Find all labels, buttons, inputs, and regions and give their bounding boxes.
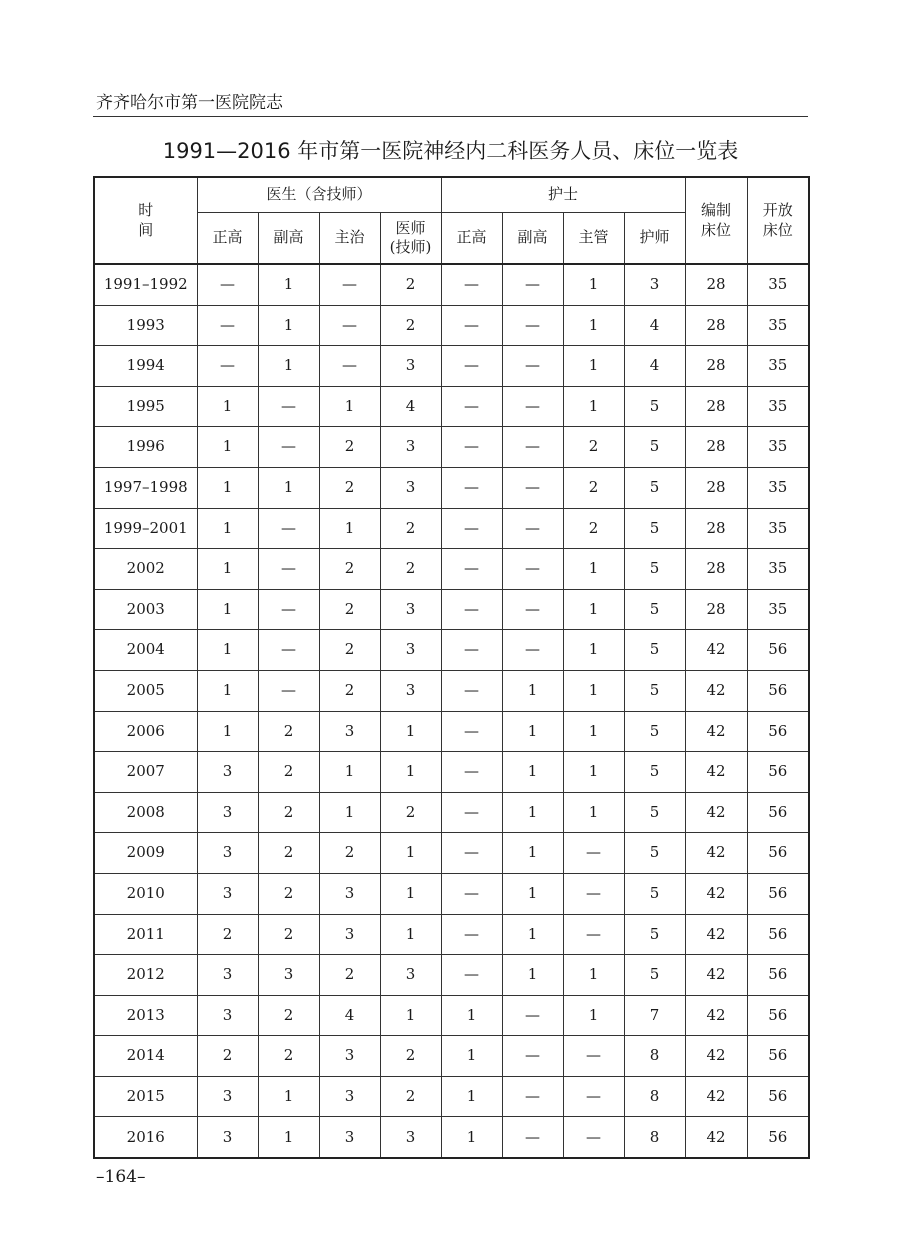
table-cell: 1 xyxy=(502,914,563,955)
table-cell: 1 xyxy=(258,1076,319,1117)
table-cell: 3 xyxy=(380,1117,441,1158)
table-row xyxy=(94,873,809,914)
table-cell: — xyxy=(197,346,258,387)
table-cell: 1 xyxy=(563,752,624,793)
table-cell: 2 xyxy=(380,792,441,833)
table-cell: 3 xyxy=(380,630,441,671)
table-row xyxy=(94,1076,809,1117)
table-cell: 5 xyxy=(624,630,685,671)
table-cell: 2 xyxy=(380,305,441,346)
table-cell: 56 xyxy=(747,752,809,793)
table-cell: — xyxy=(441,508,502,549)
table-cell: 3 xyxy=(197,752,258,793)
table-cell: 1 xyxy=(197,589,258,630)
running-header: 齐齐哈尔市第一医院院志 xyxy=(96,93,283,113)
doctor-senior-header: 正高 xyxy=(197,213,258,265)
table-cell: 3 xyxy=(319,1036,380,1077)
table-cell: 2 xyxy=(258,752,319,793)
table-cell-year: 2004 xyxy=(94,630,197,671)
table-cell-year: 1997–1998 xyxy=(94,467,197,508)
table-cell: 56 xyxy=(747,833,809,874)
table-cell: 1 xyxy=(258,264,319,305)
table-cell: — xyxy=(258,589,319,630)
table-cell-year: 2006 xyxy=(94,711,197,752)
table-cell: — xyxy=(258,670,319,711)
table-cell: — xyxy=(502,346,563,387)
table-cell-year: 1995 xyxy=(94,386,197,427)
table-row xyxy=(94,346,809,387)
table-cell: 1 xyxy=(563,711,624,752)
table-cell: 35 xyxy=(747,346,809,387)
table-cell: 2 xyxy=(380,508,441,549)
table-cell: 1 xyxy=(563,305,624,346)
table-cell: 5 xyxy=(624,589,685,630)
table-cell: — xyxy=(258,549,319,590)
table-cell: 5 xyxy=(624,427,685,468)
table-cell: 1 xyxy=(563,386,624,427)
table-cell: 2 xyxy=(319,549,380,590)
table-cell: — xyxy=(563,1036,624,1077)
table-cell: 5 xyxy=(624,670,685,711)
table-cell: 28 xyxy=(685,508,747,549)
table-row xyxy=(94,427,809,468)
table-cell: 3 xyxy=(197,1076,258,1117)
nurse-group-header: 护士 xyxy=(441,177,685,213)
table-cell-year: 2002 xyxy=(94,549,197,590)
table-cell: — xyxy=(441,305,502,346)
table-cell: 2 xyxy=(380,264,441,305)
table-cell: — xyxy=(502,1076,563,1117)
table-row xyxy=(94,955,809,996)
table-row xyxy=(94,711,809,752)
doctor-physician-line1: 医师 xyxy=(395,218,426,237)
table-cell: 2 xyxy=(380,1036,441,1077)
table-cell: 5 xyxy=(624,508,685,549)
table-row xyxy=(94,630,809,671)
table-cell: — xyxy=(441,752,502,793)
table-cell: 56 xyxy=(747,1117,809,1158)
table-cell: 7 xyxy=(624,995,685,1036)
table-cell: 1 xyxy=(380,873,441,914)
table-cell: 2 xyxy=(258,1036,319,1077)
table-cell: 42 xyxy=(685,670,747,711)
table-cell: 1 xyxy=(441,1076,502,1117)
table-cell: 4 xyxy=(319,995,380,1036)
table-cell: 35 xyxy=(747,386,809,427)
table-cell: 28 xyxy=(685,589,747,630)
table-cell: 1 xyxy=(380,833,441,874)
table-cell: 1 xyxy=(197,630,258,671)
table-cell: 2 xyxy=(258,711,319,752)
beds-open-header xyxy=(747,177,809,264)
table-cell: — xyxy=(319,264,380,305)
beds-fixed-header xyxy=(685,177,747,264)
table-cell: — xyxy=(502,630,563,671)
table-cell-year: 2007 xyxy=(94,752,197,793)
table-cell: — xyxy=(441,873,502,914)
table-cell: 28 xyxy=(685,264,747,305)
table-cell: 5 xyxy=(624,833,685,874)
table-cell: — xyxy=(441,467,502,508)
table-cell: — xyxy=(441,549,502,590)
staff-bed-table xyxy=(93,176,810,1159)
table-cell: — xyxy=(319,346,380,387)
table-cell-year: 2015 xyxy=(94,1076,197,1117)
table-cell: 1 xyxy=(563,630,624,671)
table-cell: 1 xyxy=(258,467,319,508)
table-cell-year: 2013 xyxy=(94,995,197,1036)
table-cell-year: 2014 xyxy=(94,1036,197,1077)
table-title: 1991—2016 年市第一医院神经内二科医务人员、床位一览表 xyxy=(162,139,739,163)
table-cell: 3 xyxy=(258,955,319,996)
table-cell: 3 xyxy=(319,1076,380,1117)
table-cell-year: 2009 xyxy=(94,833,197,874)
table-cell: 1 xyxy=(380,995,441,1036)
table-cell: 1 xyxy=(319,792,380,833)
table-cell: 3 xyxy=(380,467,441,508)
table-cell: 1 xyxy=(258,1117,319,1158)
table-cell: — xyxy=(502,1036,563,1077)
table-cell: — xyxy=(563,1117,624,1158)
table-cell: — xyxy=(502,1117,563,1158)
table-cell: 2 xyxy=(319,467,380,508)
table-cell: 35 xyxy=(747,305,809,346)
nurse-associate-header: 副高 xyxy=(502,213,563,265)
table-cell: 1 xyxy=(563,264,624,305)
table-cell: 5 xyxy=(624,752,685,793)
table-cell: 5 xyxy=(624,711,685,752)
page-number: –164– xyxy=(96,1167,146,1187)
table-cell: 42 xyxy=(685,1076,747,1117)
table-cell: 56 xyxy=(747,995,809,1036)
table-cell: 28 xyxy=(685,427,747,468)
table-cell-year: 1991–1992 xyxy=(94,264,197,305)
table-cell: — xyxy=(502,305,563,346)
header-rule xyxy=(93,116,808,117)
table-cell: 56 xyxy=(747,792,809,833)
table-cell: 42 xyxy=(685,711,747,752)
table-cell: 2 xyxy=(563,508,624,549)
table-cell: 1 xyxy=(319,386,380,427)
table-cell: — xyxy=(441,589,502,630)
table-cell: 2 xyxy=(563,467,624,508)
table-cell: — xyxy=(197,264,258,305)
table-cell: 1 xyxy=(502,792,563,833)
table-cell: 56 xyxy=(747,955,809,996)
table-cell: — xyxy=(441,346,502,387)
table-cell: — xyxy=(197,305,258,346)
table-cell: — xyxy=(502,386,563,427)
table-cell: 42 xyxy=(685,752,747,793)
table-cell: 1 xyxy=(502,711,563,752)
table-cell: 5 xyxy=(624,792,685,833)
table-cell: 28 xyxy=(685,386,747,427)
table-cell-year: 1993 xyxy=(94,305,197,346)
table-cell-year: 2011 xyxy=(94,914,197,955)
table-cell: — xyxy=(441,711,502,752)
nurse-practitioner-header: 护师 xyxy=(624,213,685,265)
table-cell: 5 xyxy=(624,549,685,590)
table-cell: — xyxy=(502,264,563,305)
table-cell: 3 xyxy=(319,873,380,914)
table-cell: — xyxy=(441,427,502,468)
table-cell: 3 xyxy=(624,264,685,305)
table-cell: 3 xyxy=(197,873,258,914)
nurse-senior-header: 正高 xyxy=(441,213,502,265)
table-cell: 1 xyxy=(502,833,563,874)
table-cell: 2 xyxy=(258,792,319,833)
table-cell: 2 xyxy=(319,955,380,996)
table-cell: 1 xyxy=(380,752,441,793)
table-cell: 2 xyxy=(258,914,319,955)
table-body xyxy=(94,264,809,1158)
table-cell: 1 xyxy=(563,346,624,387)
table-row xyxy=(94,386,809,427)
table-cell-year: 2010 xyxy=(94,873,197,914)
table-cell: 1 xyxy=(197,386,258,427)
table-cell: 5 xyxy=(624,914,685,955)
table-cell: 2 xyxy=(319,670,380,711)
table-cell: 1 xyxy=(197,427,258,468)
table-cell: — xyxy=(563,1076,624,1117)
table-cell: 8 xyxy=(624,1036,685,1077)
table-cell: 3 xyxy=(197,833,258,874)
table-cell: 5 xyxy=(624,386,685,427)
table-cell: 1 xyxy=(380,711,441,752)
table-cell: 35 xyxy=(747,467,809,508)
time-header xyxy=(94,177,197,264)
table-cell: 2 xyxy=(380,549,441,590)
table-cell: 3 xyxy=(197,995,258,1036)
table-cell: 4 xyxy=(624,305,685,346)
table-cell: 3 xyxy=(319,914,380,955)
table-cell: 3 xyxy=(380,427,441,468)
table-cell: 2 xyxy=(258,833,319,874)
table-cell: 42 xyxy=(685,873,747,914)
table-cell: 56 xyxy=(747,670,809,711)
table-cell: 3 xyxy=(380,346,441,387)
beds-open-line2: 床位 xyxy=(762,220,793,239)
table-cell: 1 xyxy=(563,589,624,630)
table-cell: 2 xyxy=(563,427,624,468)
table-cell: 56 xyxy=(747,1036,809,1077)
table-cell: 2 xyxy=(319,427,380,468)
table-cell: — xyxy=(258,386,319,427)
beds-fixed-line2: 床位 xyxy=(701,220,732,239)
table-cell: 1 xyxy=(563,792,624,833)
table-row xyxy=(94,1036,809,1077)
table-cell: — xyxy=(502,467,563,508)
table-cell: 5 xyxy=(624,467,685,508)
doctor-physician-header xyxy=(380,213,441,265)
table-cell: 1 xyxy=(502,873,563,914)
table-cell: 1 xyxy=(502,752,563,793)
table-cell: 42 xyxy=(685,833,747,874)
time-header-line1: 时 xyxy=(138,201,154,219)
table-cell: 28 xyxy=(685,305,747,346)
table-cell: 1 xyxy=(319,508,380,549)
table-cell: 35 xyxy=(747,508,809,549)
table-cell-year: 2005 xyxy=(94,670,197,711)
table-cell: 3 xyxy=(197,1117,258,1158)
table-cell: 35 xyxy=(747,427,809,468)
table-cell: — xyxy=(563,914,624,955)
table-cell: 28 xyxy=(685,549,747,590)
table-row xyxy=(94,549,809,590)
table-cell-year: 2012 xyxy=(94,955,197,996)
table-cell: 42 xyxy=(685,1117,747,1158)
table-cell: 1 xyxy=(502,670,563,711)
table-cell: 2 xyxy=(380,1076,441,1117)
table-cell: 3 xyxy=(319,1117,380,1158)
table-cell: 35 xyxy=(747,264,809,305)
table-row xyxy=(94,914,809,955)
beds-open-line1: 开放 xyxy=(762,201,793,219)
table-cell: 56 xyxy=(747,873,809,914)
table-cell: 2 xyxy=(197,914,258,955)
table-cell: 8 xyxy=(624,1117,685,1158)
table-cell: 1 xyxy=(441,995,502,1036)
doctor-associate-header: 副高 xyxy=(258,213,319,265)
table-cell: 1 xyxy=(197,467,258,508)
table-cell: 1 xyxy=(502,955,563,996)
table-cell: — xyxy=(563,873,624,914)
table-cell: 1 xyxy=(441,1036,502,1077)
table-cell: 35 xyxy=(747,589,809,630)
table-cell: 1 xyxy=(197,670,258,711)
table-cell-year: 1996 xyxy=(94,427,197,468)
table-cell: 42 xyxy=(685,955,747,996)
table-cell: 4 xyxy=(624,346,685,387)
table-cell: 2 xyxy=(319,589,380,630)
table-cell: 42 xyxy=(685,914,747,955)
table-cell: — xyxy=(563,833,624,874)
table-cell: — xyxy=(502,995,563,1036)
table-row xyxy=(94,589,809,630)
table-cell: — xyxy=(258,630,319,671)
table-cell-year: 2016 xyxy=(94,1117,197,1158)
table-cell: — xyxy=(502,508,563,549)
table-cell: 8 xyxy=(624,1076,685,1117)
table-cell: 56 xyxy=(747,1076,809,1117)
table-cell: — xyxy=(502,549,563,590)
table-cell: — xyxy=(441,914,502,955)
table-cell: 28 xyxy=(685,346,747,387)
beds-fixed-line1: 编制 xyxy=(701,201,732,219)
table-cell: — xyxy=(441,264,502,305)
table-cell: — xyxy=(258,427,319,468)
table-row xyxy=(94,670,809,711)
nurse-charge-header: 主管 xyxy=(563,213,624,265)
table-row xyxy=(94,467,809,508)
table-row xyxy=(94,995,809,1036)
table-cell: 1 xyxy=(563,549,624,590)
table-cell: 3 xyxy=(197,955,258,996)
table-cell: 42 xyxy=(685,995,747,1036)
table-row xyxy=(94,508,809,549)
table-cell: 3 xyxy=(380,955,441,996)
table-row xyxy=(94,1117,809,1158)
table-cell: 1 xyxy=(563,995,624,1036)
table-cell: 2 xyxy=(258,995,319,1036)
table-cell: 2 xyxy=(258,873,319,914)
table-cell: 35 xyxy=(747,549,809,590)
table-cell: 2 xyxy=(319,630,380,671)
table-cell: 1 xyxy=(258,305,319,346)
table-cell: 28 xyxy=(685,467,747,508)
table-cell: 3 xyxy=(319,711,380,752)
table-cell: — xyxy=(502,589,563,630)
table-cell: — xyxy=(441,670,502,711)
table-cell: 56 xyxy=(747,914,809,955)
table-cell: 42 xyxy=(685,792,747,833)
table-cell: — xyxy=(502,427,563,468)
table-cell: 42 xyxy=(685,630,747,671)
table-row xyxy=(94,833,809,874)
table-cell: — xyxy=(441,955,502,996)
time-header-line2: 间 xyxy=(138,220,154,239)
table-cell-year: 1994 xyxy=(94,346,197,387)
table-cell: — xyxy=(441,792,502,833)
doctor-attending-header: 主治 xyxy=(319,213,380,265)
table-cell: 1 xyxy=(197,549,258,590)
table-row xyxy=(94,752,809,793)
table-cell: 3 xyxy=(380,589,441,630)
table-cell: 42 xyxy=(685,1036,747,1077)
table-cell: 1 xyxy=(380,914,441,955)
table-cell: 1 xyxy=(258,346,319,387)
table-cell: — xyxy=(441,833,502,874)
table-cell: 1 xyxy=(441,1117,502,1158)
table-cell-year: 1999–2001 xyxy=(94,508,197,549)
table-cell: 56 xyxy=(747,711,809,752)
table-cell: 1 xyxy=(319,752,380,793)
table-row xyxy=(94,792,809,833)
table-cell: 1 xyxy=(563,670,624,711)
table-cell: — xyxy=(441,630,502,671)
table-cell: 2 xyxy=(319,833,380,874)
table-cell: 56 xyxy=(747,630,809,671)
table-cell: — xyxy=(319,305,380,346)
table-cell: 1 xyxy=(563,955,624,996)
table-cell: 3 xyxy=(380,670,441,711)
table-cell: 1 xyxy=(197,508,258,549)
table-cell: — xyxy=(441,386,502,427)
table-cell: 1 xyxy=(197,711,258,752)
table-cell: 3 xyxy=(197,792,258,833)
table-cell: 4 xyxy=(380,386,441,427)
table-cell: 5 xyxy=(624,873,685,914)
doctor-group-header: 医生（含技师） xyxy=(197,177,441,213)
table-row xyxy=(94,264,809,305)
table-row xyxy=(94,305,809,346)
table-cell-year: 2003 xyxy=(94,589,197,630)
table-cell: 5 xyxy=(624,955,685,996)
table-cell-year: 2008 xyxy=(94,792,197,833)
doctor-physician-line2: (技师) xyxy=(389,238,432,256)
table-cell: 2 xyxy=(197,1036,258,1077)
table-cell: — xyxy=(258,508,319,549)
